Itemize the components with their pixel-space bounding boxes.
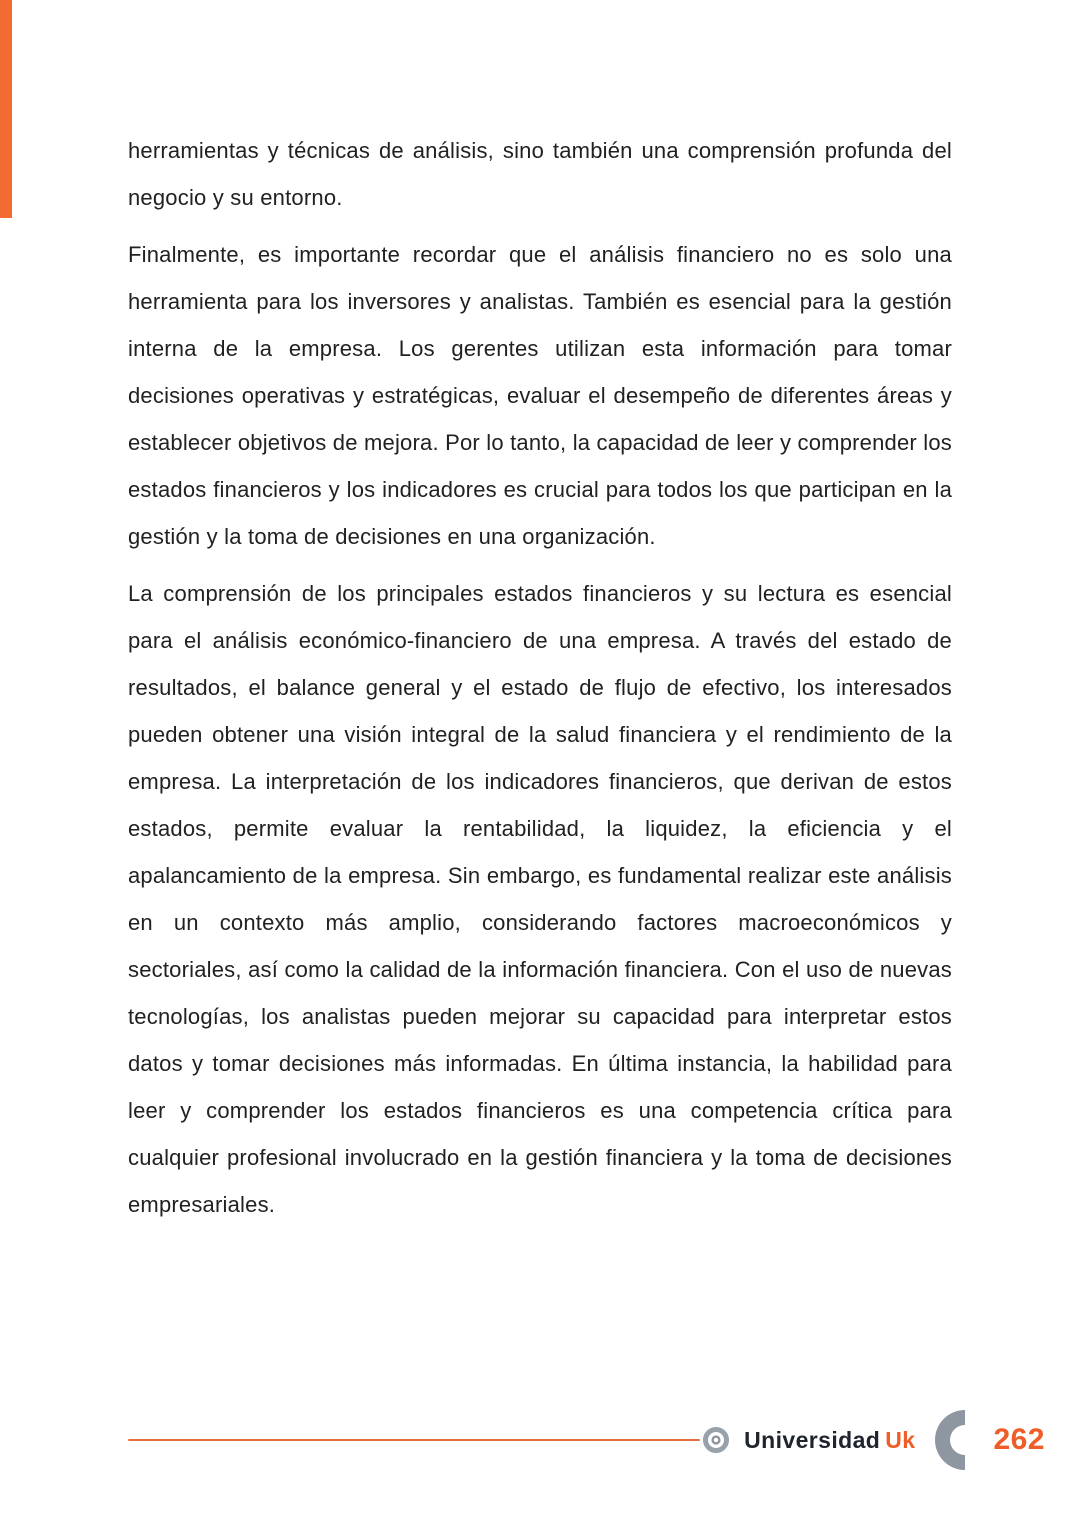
crescent-icon <box>935 1410 965 1470</box>
brand-name: Universidad <box>744 1426 881 1453</box>
paragraph: Finalmente, es importante recordar que el análisis financiero no es solo una herramienta para los inversores y analistas. También es esencial para la gestión interna de la empresa. Los gerentes utilizan esta información para tomar decisiones operativas y estratégicas, evaluar el desempeño de diferentes áreas y establecer objetivos de mejora. Por lo tanto, la capacidad de leer y comprender los estados financieros y los indicadores es crucial para todos los que participan en la gestión y la toma de decisiones en una organización. <box>128 242 952 549</box>
brand-suffix: Uk <box>885 1426 916 1453</box>
paragraph: La comprensión de los principales estados financieros y su lectura es esencial para el análisis económico-financiero de una empresa. A través del estado de resultados, el balance general y el estado de flujo de efectivo, los interesados pueden obtener una visión integral de la salud financiera y el rendimiento de la empresa. La interpretación de los indicadores financieros, que derivan de estos estados, permite evaluar la rentabilidad, la liquidez, la eficiencia y el apalancamiento de la empresa. Sin embargo, es fundamental realizar este análisis en un contexto más amplio, considerando factores macroeconómicos y sectoriales, así como la calidad de la información financiera. Con el uso de nuevas tecnologías, los analistas pueden mejorar su capacidad para interpretar estos datos y tomar decisiones más informadas. En última instancia, la habilidad para leer y comprender los estados financieros es una competencia crítica para cualquier profesional involucrado en la gestión financiera y la toma de decisiones empresariales. <box>128 581 952 1217</box>
page-number: 262 <box>993 1423 1045 1456</box>
page-accent-bar <box>0 0 12 218</box>
paragraph: herramientas y técnicas de análisis, sino también una comprensión profunda del negocio y su entorno. <box>128 138 952 210</box>
page-footer <box>128 1412 1045 1468</box>
body-text <box>128 127 952 1228</box>
brand-logo-text <box>744 1427 915 1454</box>
target-icon <box>702 1426 730 1454</box>
footer-divider-line <box>128 1439 700 1441</box>
